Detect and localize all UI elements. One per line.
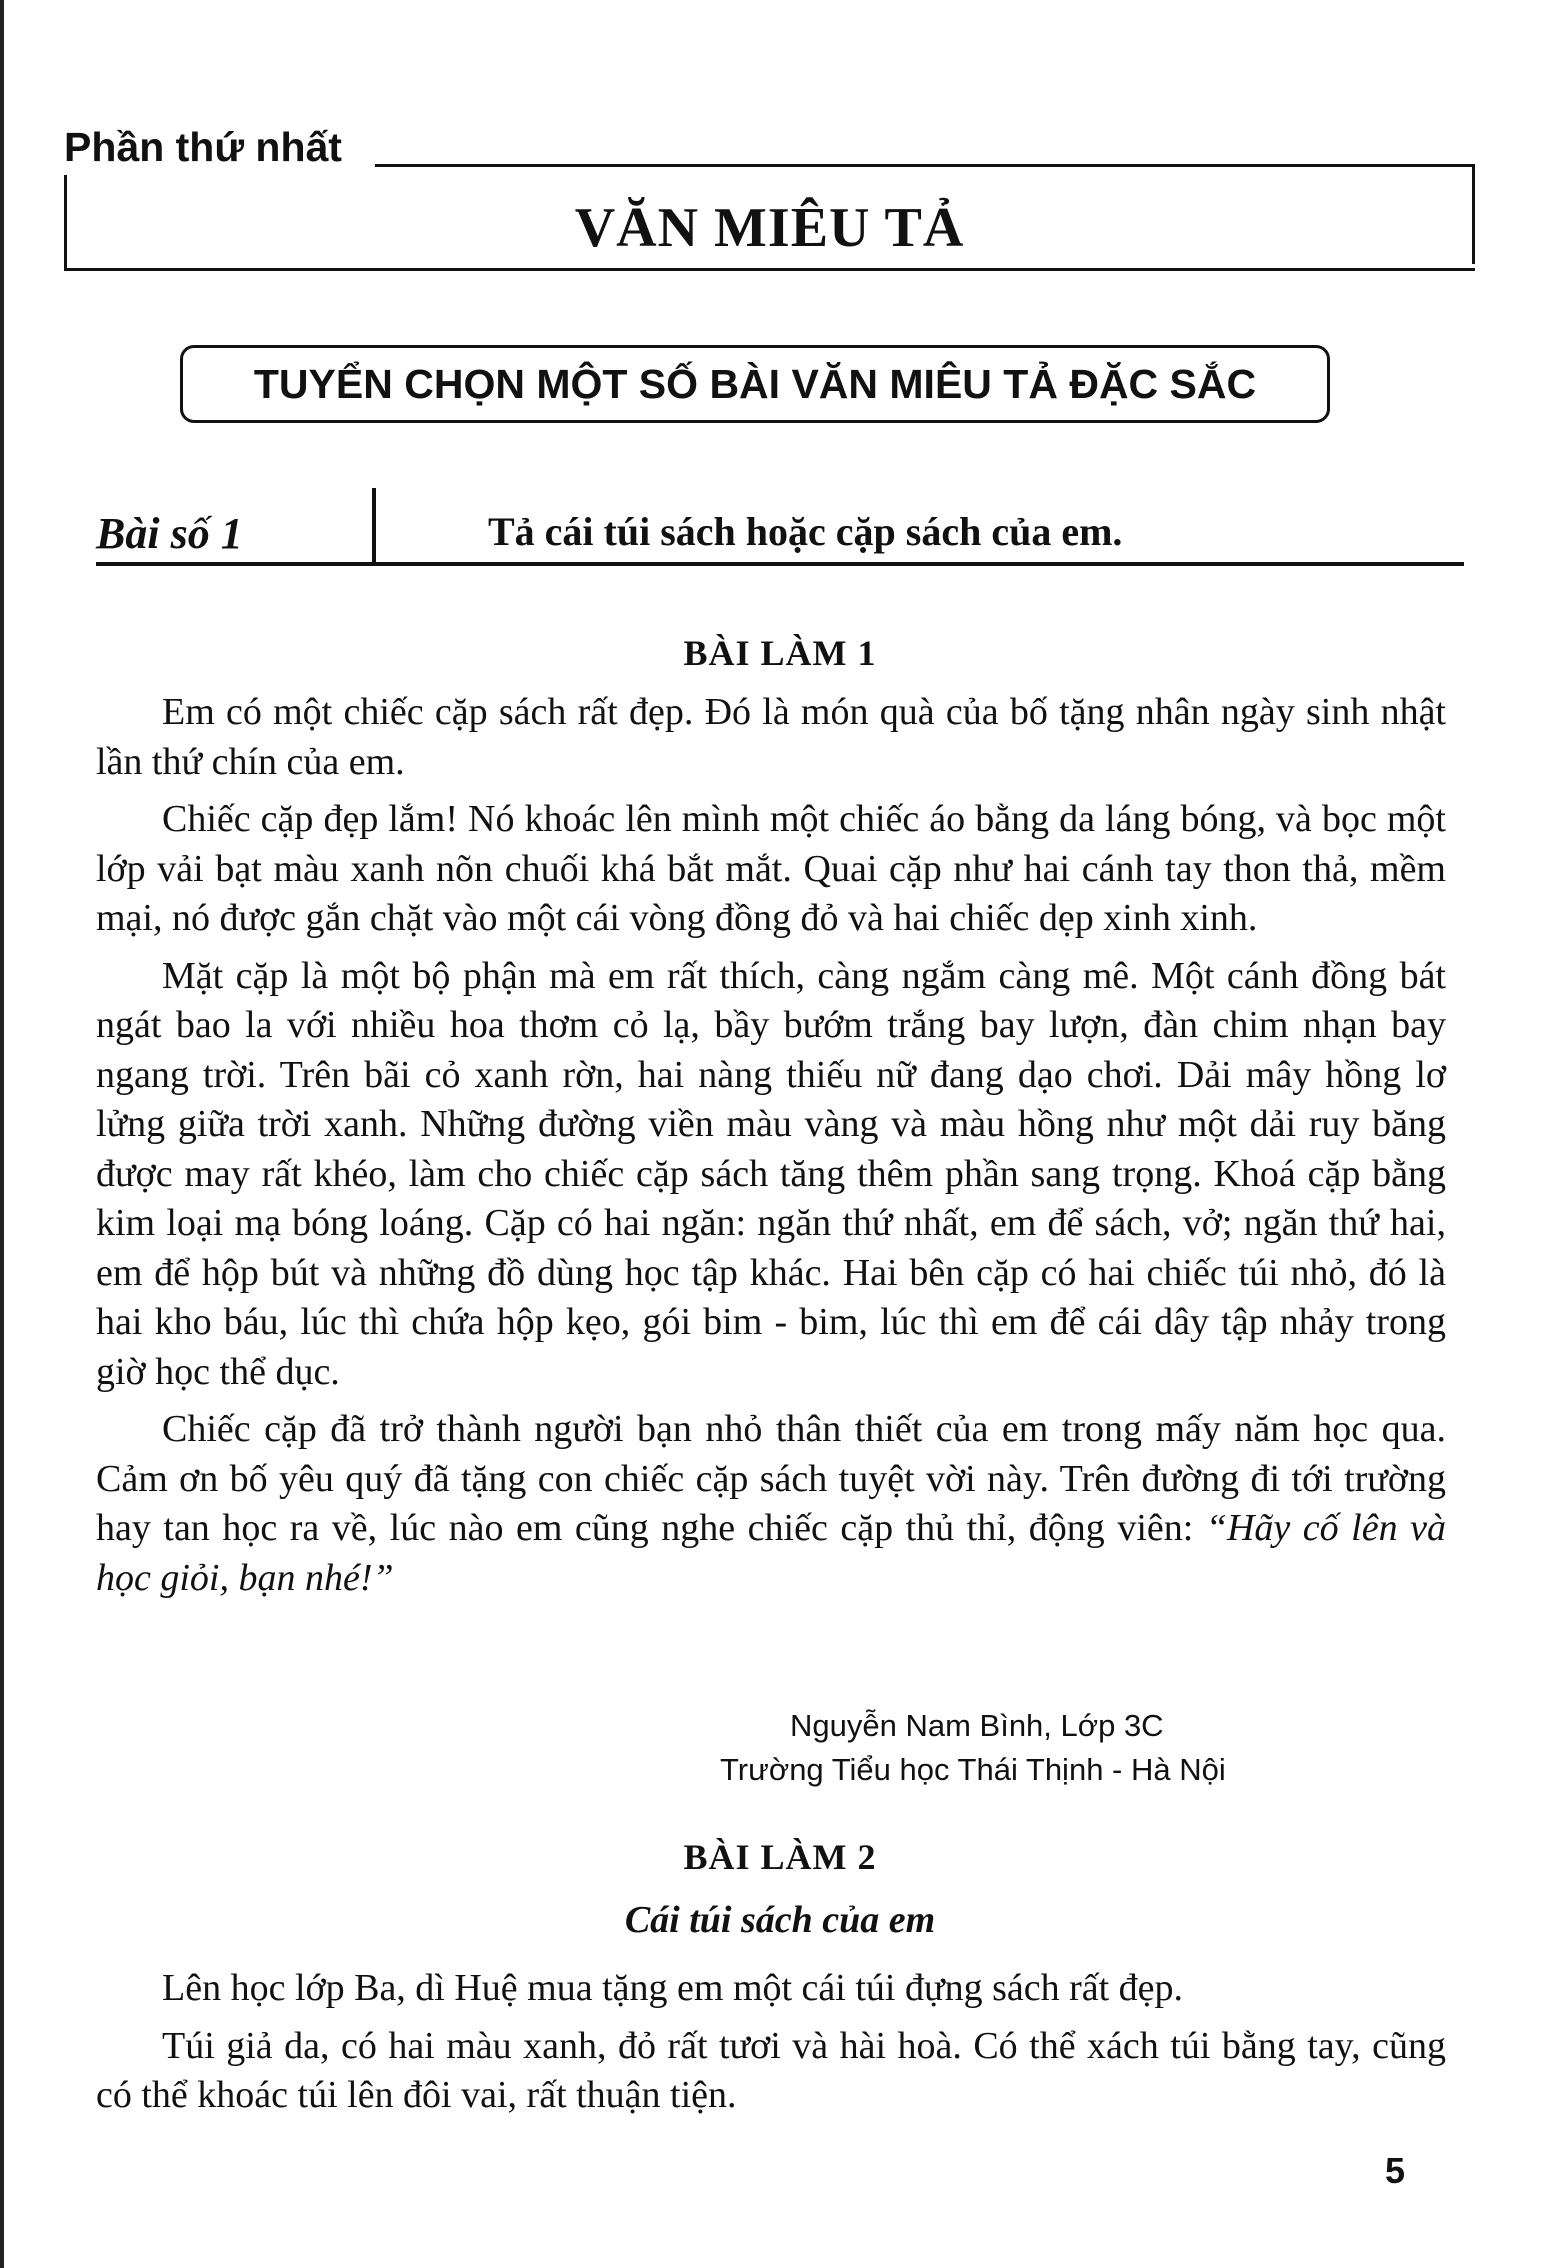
part-frame-bottom: [64, 268, 1475, 271]
section-title: TUYỂN CHỌN MỘT SỐ BÀI VĂN MIÊU TẢ ĐẶC SẮC: [253, 360, 1257, 407]
essay1-heading: BÀI LÀM 1: [683, 633, 877, 673]
section-title-box: [180, 345, 1330, 423]
part-label: Phần thứ nhất: [64, 124, 352, 171]
essay1-paragraph-4: [96, 1405, 1446, 1603]
essay1-school: Trường Tiểu học Thái Thịnh - Hà Nội: [720, 1752, 1226, 1787]
essay2-heading: BÀI LÀM 2: [683, 1837, 877, 1877]
essay1-paragraph-1: Em có một chiếc cặp sách rất đẹp. Đó là món quà của bố tặng nhân ngày sinh nhật lần thứ chín của em.: [96, 691, 1446, 783]
essay2-body: [96, 1964, 1446, 2129]
essay2-paragraph-1: Lên học lớp Ba, dì Huệ mua tặng em một cái túi đựng sách rất đẹp.: [162, 1967, 1184, 2009]
essay1-paragraph-4-text: Chiếc cặp đã trở thành người bạn nhỏ thân thiết của em trong mấy năm học qua. Cảm ơn bố yêu quý đã tặng con chiếc cặp sách tuyệt vời này. Trên đường đi tới trường hay tan học ra về, lúc nào em cũng nghe chiếc cặp thủ thỉ, động viên:: [96, 1408, 1446, 1549]
essay2-subtitle: Cái túi sách của em: [624, 1899, 936, 1941]
essay1-author: Nguyễn Nam Bình, Lớp 3C: [790, 1708, 1164, 1743]
part-frame-top: [375, 164, 1475, 167]
part-title: VĂN MIÊU TẢ: [574, 197, 965, 259]
essay2-paragraph-2: Túi giả da, có hai màu xanh, đỏ rất tươi và hài hoà. Có thể xách túi bằng tay, cũng có thể khoác túi lên đôi vai, rất thuận tiện.: [96, 2024, 1446, 2116]
exercise-underline: [96, 562, 1464, 566]
exercise-label: Bài số 1: [96, 509, 243, 558]
essay1-quote: “Hãy cố lên và học giỏi, bạn nhé!”: [96, 1507, 1446, 1599]
page-number: 5: [1385, 2150, 1406, 2191]
essay1-paragraph-3: Mặt cặp là một bộ phận mà em rất thích, càng ngắm càng mê. Một cánh đồng bát ngát bao la với nhiều hoa thơm cỏ lạ, bầy bướm trắng bay lượn, đàn chim nhạn bay ngang trời. Trên bãi cỏ xanh rờn, hai nàng thiếu nữ đang dạo chơi. Dải mây hồng lơ lửng giữa trời xanh. Những đường viền màu vàng và màu hồng như một dải ruy băng được may rất khéo, làm cho chiếc cặp sách tăng thêm phần sang trọng. Khoá cặp bằng kim loại mạ bóng loáng. Cặp có hai ngăn: ngăn thứ nhất, em để sách, vở; ngăn thứ hai, em để hộp bút và những đồ dùng học tập khác. Hai bên cặp có hai chiếc túi nhỏ, đó là hai kho báu, lúc thì chứa hộp kẹo, gói bim - bim, lúc thì em để cái dây tập nhảy trong giờ học thể dục.: [96, 954, 1446, 1393]
essay1-paragraph-2: Chiếc cặp đẹp lắm! Nó khoác lên mình một chiếc áo bằng da láng bóng, và bọc một lớp vải bạt màu xanh nõn chuối khá bắt mắt. Quai cặp như hai cánh tay thon thả, mềm mại, nó được gắn chặt vào một cái vòng đồng đỏ và hai chiếc dẹp xinh xinh.: [96, 798, 1446, 939]
page-edge-shadow: [0, 0, 4, 2268]
essay1-body: [96, 688, 1446, 1611]
exercise-divider: [372, 488, 376, 566]
exercise-prompt: Tả cái túi sách hoặc cặp sách của em.: [488, 509, 1123, 554]
